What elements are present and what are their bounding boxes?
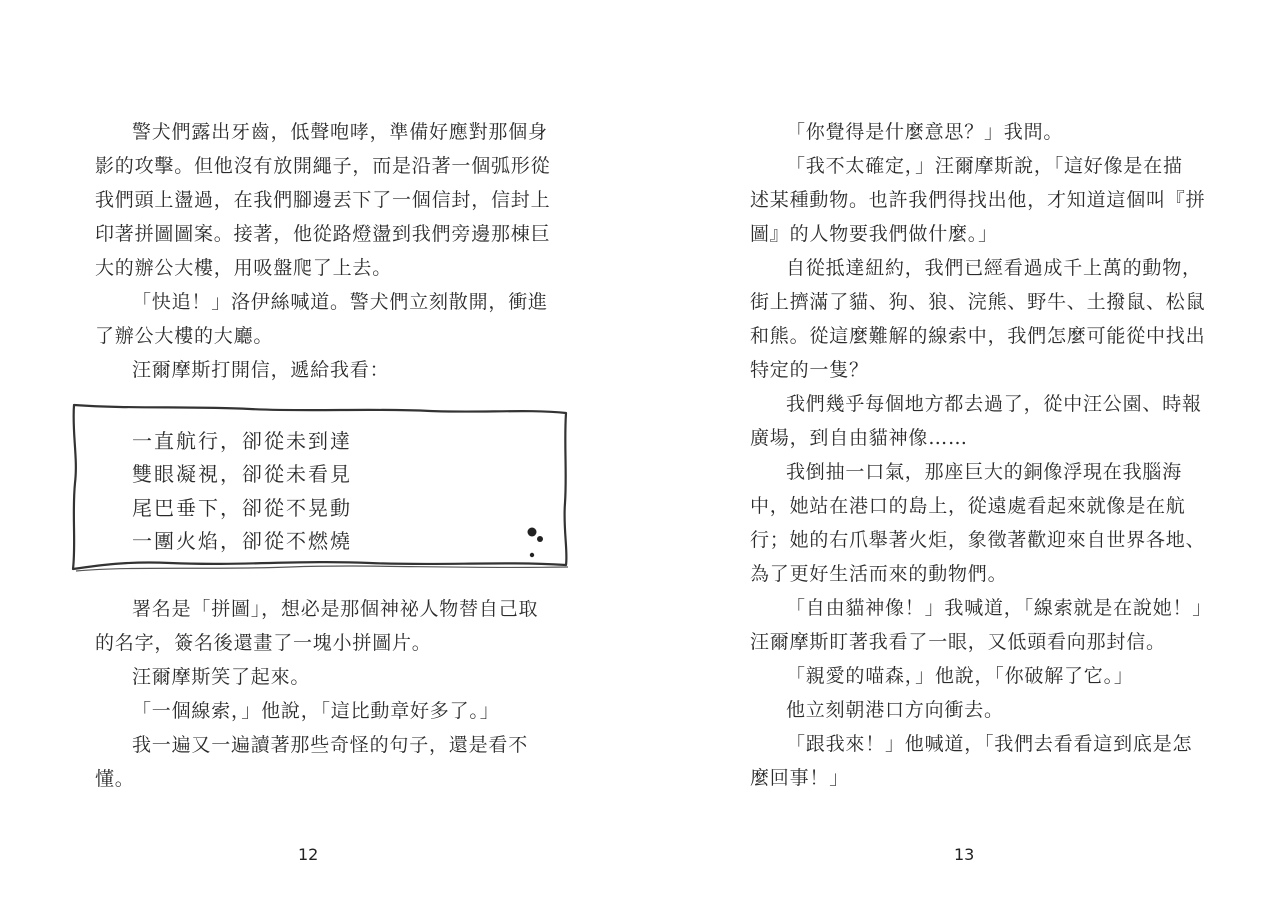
ink-spot-icon	[528, 528, 537, 537]
text-line: 「跟我來！」他喊道，「我們去看看這到底是怎	[786, 733, 1193, 755]
text-line: 「自由貓神像！」我喊道，「線索就是在說她！」	[786, 597, 1213, 619]
text-line: 印著拼圖圖案。接著，他從路燈盪到我們旁邊那棟巨	[95, 223, 551, 245]
text-line: 我們幾乎每個地方都去過了，從中汪公園、時報	[786, 393, 1202, 415]
text-line: 的名字，簽名後還畫了一塊小拼圖片。	[95, 632, 432, 654]
text-line: 警犬們露出牙齒，低聲咆哮，準備好應對那個身	[132, 121, 548, 143]
letter-note	[70, 403, 570, 575]
text-line: 為了更好生活而來的動物們。	[750, 563, 1008, 585]
text-line: 署名是「拼圖」，想必是那個神祕人物替自己取	[132, 598, 539, 620]
note-line: 雙眼凝視，卻從未看見	[132, 462, 352, 486]
right-page	[634, 0, 1268, 900]
note-line: 一直航行，卻從未到達	[132, 429, 352, 453]
text-line: 「親愛的喵森，」他說，「你破解了它。」	[786, 665, 1134, 687]
text-line: 了辦公大樓的大廳。	[95, 325, 274, 347]
note-line: 尾巴垂下，卻從不晃動	[132, 496, 352, 520]
text-line: 「你覺得是什麼意思？」我問。	[786, 121, 1064, 143]
text-line: 麼回事！」	[750, 767, 850, 789]
text-line: 「我不太確定，」汪爾摩斯說，「這好像是在描	[786, 155, 1183, 177]
text-line: 圖』的人物要我們做什麼。」	[750, 223, 998, 245]
text-line: 「一個線索，」他說，「這比動章好多了。」	[132, 700, 500, 722]
text-line: 中，她站在港口的島上，從遠處看起來就像是在航	[750, 495, 1186, 517]
page-number: 12	[298, 845, 319, 864]
text-line: 我一遍又一遍讀著那些奇怪的句子，還是看不	[132, 734, 529, 756]
text-line: 大的辦公大樓，用吸盤爬了上去。	[95, 257, 393, 279]
text-line: 街上擠滿了貓、狗、狼、浣熊、野牛、土撥鼠、松鼠	[750, 291, 1206, 313]
text-line: 廣場，到自由貓神像……	[750, 427, 968, 449]
text-line: 懂。	[95, 768, 135, 790]
text-line: 汪爾摩斯盯著我看了一眼，又低頭看向那封信。	[750, 631, 1166, 653]
text-line: 「快追！」洛伊絲喊道。警犬們立刻散開，衝進	[132, 291, 548, 313]
text-line: 特定的一隻？	[750, 359, 869, 381]
text-line: 自從抵達紐約，我們已經看過成千上萬的動物，	[786, 257, 1202, 279]
text-line: 我們頭上盪過，在我們腳邊丟下了一個信封，信封上	[95, 189, 551, 211]
text-line: 汪爾摩斯笑了起來。	[132, 666, 311, 688]
text-line: 影的攻擊。但他沒有放開繩子，而是沿著一個弧形從	[95, 155, 551, 177]
text-line: 行；她的右爪舉著火炬，象徵著歡迎來自世界各地、	[750, 529, 1206, 551]
page-number: 13	[954, 845, 975, 864]
note-line: 一團火焰，卻從不燃燒	[132, 529, 352, 553]
text-line: 述某種動物。也許我們得找出他，才知道這個叫『拼	[750, 189, 1206, 211]
text-line: 和熊。從這麼難解的線索中，我們怎麼可能從中找出	[750, 325, 1206, 347]
text-line: 我倒抽一口氣，那座巨大的銅像浮現在我腦海	[786, 461, 1183, 483]
text-line: 汪爾摩斯打開信，遞給我看：	[132, 359, 390, 381]
text-line: 他立刻朝港口方向衝去。	[786, 699, 1004, 721]
